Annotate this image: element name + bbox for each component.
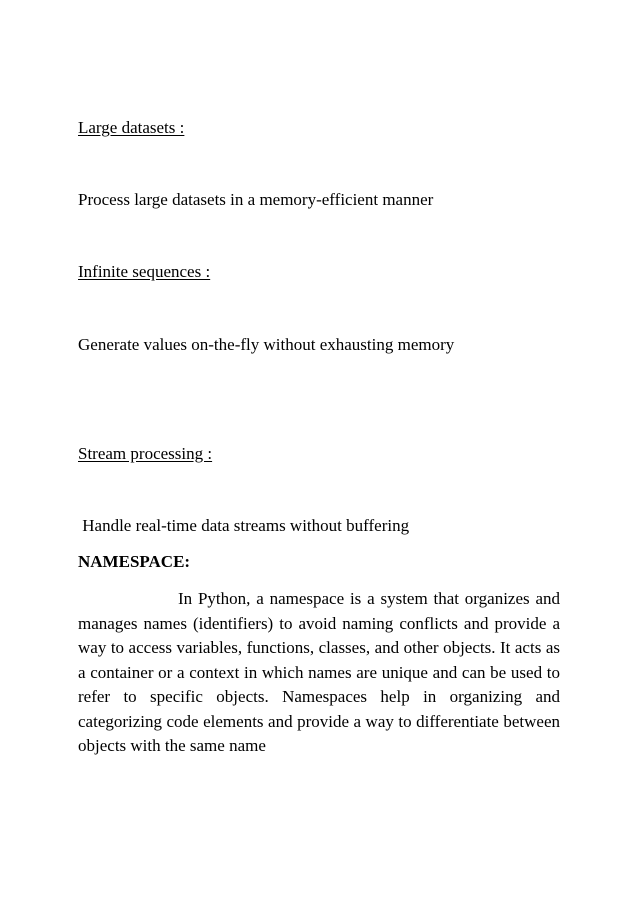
infinite-sequences-heading: Infinite sequences : — [78, 262, 211, 281]
large-datasets-heading: Large datasets : — [78, 118, 185, 137]
stream-processing-description: Handle real-time data streams without buffering — [78, 516, 410, 535]
namespace-paragraph: In Python, a namespace is a system that organizes and manages names (identifiers) to avoid naming conflicts and provide a way to access variables, functions, classes, and other objects. It acts as a container or a context in which names are unique and can be used to refer to specific objects. Namespaces help in organizing and categorizing code elements and provide a way to differentiate between objects with the same name — [78, 589, 560, 755]
infinite-sequences-description: Generate values on-the-fly without exhausting memory — [78, 335, 455, 354]
namespace-heading: NAMESPACE: — [78, 552, 191, 571]
large-datasets-description: Process large datasets in a memory-efficient manner — [78, 190, 434, 209]
stream-processing-heading: Stream processing : — [78, 444, 213, 463]
